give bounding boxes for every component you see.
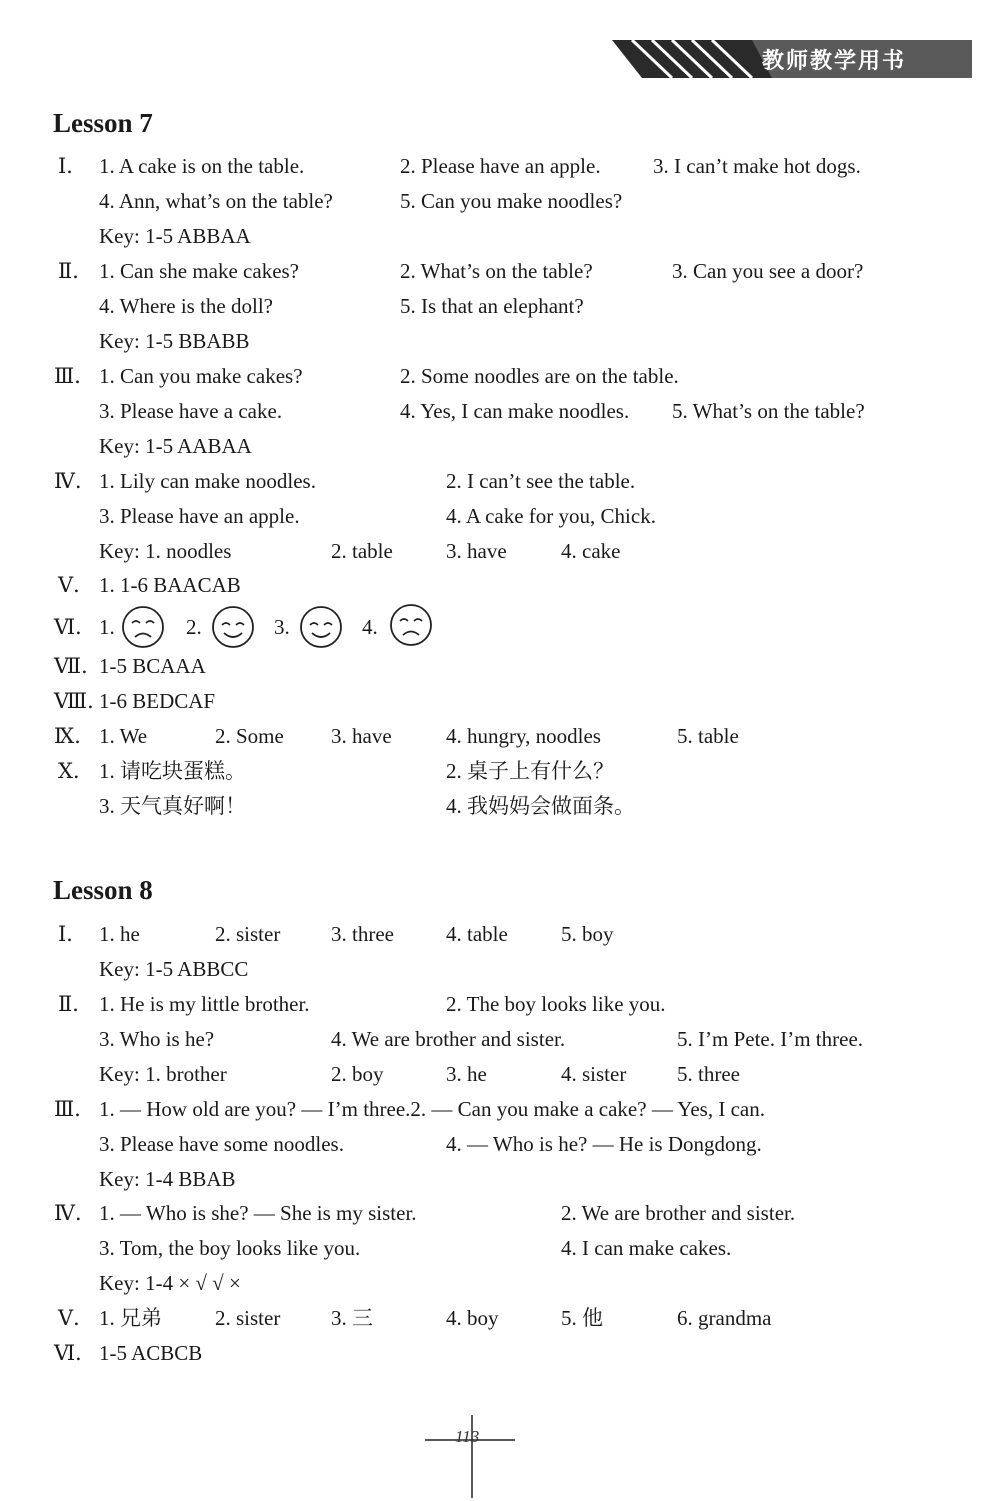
roman-numeral: Ⅱ．	[58, 259, 94, 283]
answer-item: 2. Some	[215, 724, 284, 748]
answer-item: 3. Who is he?	[99, 1027, 215, 1051]
answer-item: 3. Please have a cake.	[99, 399, 283, 423]
answer-item: 1. A cake is on the table.	[99, 154, 305, 178]
answer-item: 4. table	[446, 922, 508, 946]
answer-item: 4. Yes, I can make noodles.	[400, 399, 630, 423]
answer-item: 2. We are brother and sister.	[561, 1201, 796, 1225]
face-number: 3.	[274, 615, 290, 639]
answer-key: Key: 1-4 BBAB	[99, 1167, 236, 1191]
roman-numeral: Ⅲ．	[54, 364, 96, 388]
answer-item: 1. Can she make cakes?	[99, 259, 300, 283]
answer-item: 2. What’s on the table?	[400, 259, 593, 283]
answer-key-item: 4. sister	[561, 1062, 627, 1086]
answer-key-item: 2. table	[331, 539, 393, 563]
roman-numeral: Ⅲ．	[54, 1097, 96, 1121]
page-number: 113	[455, 1427, 480, 1446]
roman-numeral: Ⅵ．	[54, 615, 97, 639]
header-title: 教师教学用书	[762, 49, 907, 74]
answer-key: 1-5 BCAAA	[99, 654, 206, 678]
roman-numeral: Ⅷ．	[54, 689, 109, 713]
roman-numeral: Ⅰ．	[58, 154, 88, 178]
answer-key: Key: 1-5 ABBCC	[99, 957, 249, 981]
answer-key: Key: 1-5 ABBAA	[99, 224, 251, 248]
roman-numeral: Ⅴ．	[58, 573, 95, 597]
answer-item: 3. Can you see a door?	[672, 259, 864, 283]
answer-item: 3. Tom, the boy looks like you.	[99, 1236, 361, 1260]
roman-numeral: Ⅳ．	[54, 1201, 96, 1225]
sad-face-icon	[120, 604, 166, 650]
lesson-8-title: Lesson 8	[53, 875, 153, 905]
page-number-ornament	[420, 1410, 520, 1500]
answer-item: 3. Please have some noodles.	[99, 1132, 344, 1156]
answer-item: 1. We	[99, 724, 148, 748]
answer-item: 5. Is that an elephant?	[400, 294, 584, 318]
answer-item: 4. Ann, what’s on the table?	[99, 189, 333, 213]
answer-item: 4. 我妈妈会做面条。	[446, 794, 635, 818]
answer-key-item: 5. three	[677, 1062, 740, 1086]
roman-numeral: Ⅱ．	[58, 992, 94, 1016]
answer-item: 1. 请吃块蛋糕。	[99, 759, 246, 783]
answer-item: 1. — Who is she? — She is my sister.	[99, 1201, 417, 1225]
answer-item: 4. A cake for you, Chick.	[446, 504, 656, 528]
roman-numeral: Ⅰ．	[58, 922, 88, 946]
roman-numeral: Ⅸ．	[54, 724, 96, 748]
answer-item: 1. he	[99, 922, 140, 946]
answer-item: 1. Lily can make noodles.	[99, 469, 316, 493]
answer-item: 4. hungry, noodles	[446, 724, 601, 748]
answer-item: 3. have	[331, 724, 392, 748]
answer-item: 4. I can make cakes.	[561, 1236, 732, 1260]
answer-item: 2. 桌子上有什么？	[446, 759, 614, 783]
answer-key: Key: 1. noodles	[99, 539, 232, 563]
face-number: 1.	[99, 615, 115, 639]
answer-item: 1. — How old are you? — I’m three.2. — Can you make a cake? — Yes, I can.	[99, 1097, 765, 1121]
answer-item: 6. grandma	[677, 1306, 772, 1330]
answer-item: 5. boy	[561, 922, 614, 946]
answer-key: 1-5 ACBCB	[99, 1341, 203, 1365]
roman-numeral: Ⅵ．	[54, 1341, 97, 1365]
face-number: 4.	[362, 615, 378, 639]
answer-item: 2. The boy looks like you.	[446, 992, 666, 1016]
answer-item: 3. Please have an apple.	[99, 504, 300, 528]
answer-item: 5. I’m Pete. I’m three.	[677, 1027, 864, 1051]
answer-item: 4. We are brother and sister.	[331, 1027, 566, 1051]
answer-item: 3. three	[331, 922, 394, 946]
answer-item: 5. 他	[561, 1306, 603, 1330]
answer-key: Key: 1-5 AABAA	[99, 434, 252, 458]
answer-item: 2. Please have an apple.	[400, 154, 601, 178]
answer-item: 1. He is my little brother.	[99, 992, 310, 1016]
answer-item: 2. Some noodles are on the table.	[400, 364, 679, 388]
answer-key-item: 3. have	[446, 539, 507, 563]
happy-face-icon	[298, 604, 344, 650]
roman-numeral: Ⅴ．	[58, 1306, 95, 1330]
answer-key: Key: 1. brother	[99, 1062, 227, 1086]
answer-key: Key: 1-5 BBABB	[99, 329, 250, 353]
answer-item: 5. What’s on the table?	[672, 399, 865, 423]
roman-numeral: Ⅶ．	[54, 654, 103, 678]
lesson-7-title: Lesson 7	[53, 108, 153, 138]
answer-key: 1. 1-6 BAACAB	[99, 573, 241, 597]
answer-item: 3. I can’t make hot dogs.	[653, 154, 861, 178]
answer-item: 1. Can you make cakes?	[99, 364, 303, 388]
answer-item: 4. — Who is he? — He is Dongdong.	[446, 1132, 762, 1156]
answer-item: 4. Where is the doll?	[99, 294, 273, 318]
sad-face-icon	[388, 602, 434, 648]
answer-item: 3. 三	[331, 1306, 373, 1330]
answer-key-item: 2. boy	[331, 1062, 384, 1086]
answer-key-item: 3. he	[446, 1062, 487, 1086]
answer-item: 2. sister	[215, 922, 281, 946]
answer-item: 5. Can you make noodles?	[400, 189, 623, 213]
answer-item: 2. I can’t see the table.	[446, 469, 636, 493]
answer-item: 1. 兄弟	[99, 1306, 162, 1330]
answer-item: 4. boy	[446, 1306, 499, 1330]
happy-face-icon	[210, 604, 256, 650]
face-number: 2.	[186, 615, 202, 639]
answer-item: 3. 天气真好啊！	[99, 794, 246, 818]
answer-key: Key: 1-4 × √ √ ×	[99, 1271, 241, 1295]
answer-item: 5. table	[677, 724, 739, 748]
answer-item: 2. sister	[215, 1306, 281, 1330]
roman-numeral: Ⅹ．	[58, 759, 94, 783]
roman-numeral: Ⅳ．	[54, 469, 96, 493]
answer-key-item: 4. cake	[561, 539, 621, 563]
answer-key: 1-6 BEDCAF	[99, 689, 216, 713]
